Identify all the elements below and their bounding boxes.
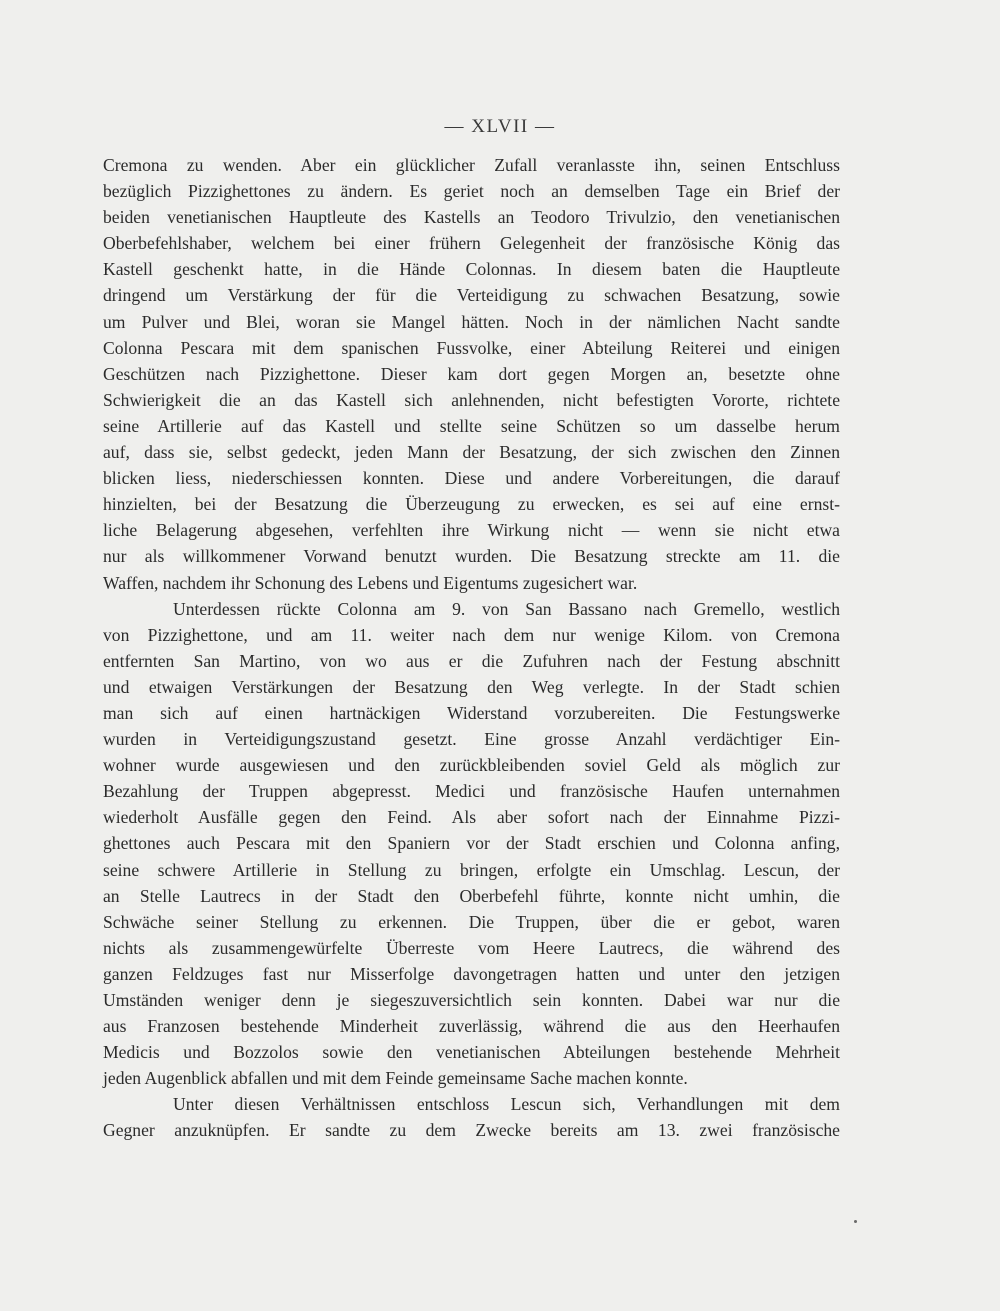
text-line: Geschützen nach Pizzighettone. Dieser kam dort gegen Morgen an, besetzte ohne: [103, 363, 840, 384]
page-header-number: — XLVII —: [444, 116, 556, 137]
text-line: Umständen weniger denn je siegeszuversichtlich sein konnten. Dabei war nur die: [103, 990, 840, 1010]
text-line: Schwäche seiner Stellung zu erkennen. Die Truppen, über die er gebot, waren: [103, 911, 840, 932]
text-line: aus Franzosen bestehende Minderheit zuverlässig, während die aus den Heerhaufen: [103, 1016, 840, 1037]
text-line: Schwierigkeit die an das Kastell sich anlehnenden, nicht befestigten Vororte, richtete: [103, 389, 840, 410]
text-line: Waffen, nachdem ihr Schonung des Lebens und Eigentums zugesichert war.: [103, 572, 638, 593]
text-line: ghettones auch Pescara mit den Spaniern vor der Stadt erschien und Colonna anfing,: [103, 833, 840, 854]
body-text: [103, 152, 840, 1144]
text-line: seine schwere Artillerie in Stellung zu bringen, erfolgte ein Umschlag. Lescun, der: [103, 859, 840, 880]
text-line: Oberbefehlshaber, welchem bei einer frühern Gelegenheit der französische König das: [103, 233, 840, 254]
text-line: man sich auf einen hartnäckigen Widerstand vorzubereiten. Die Festungswerke: [103, 702, 840, 723]
text-line: Medicis und Bozzolos sowie den venetianischen Abteilungen bestehende Mehrheit: [103, 1042, 840, 1063]
text-line: hinzielten, bei der Besatzung die Überzeugung zu erwecken, es sei auf eine ernst-: [103, 494, 840, 515]
text-line: beiden venetianischen Hauptleute des Kastells an Teodoro Trivulzio, den venetianischen: [103, 207, 840, 228]
text-line: wohner wurde ausgewiesen und den zurückbleibenden soviel Geld als möglich zur: [103, 755, 840, 776]
text-line: nur als willkommener Vorwand benutzt wurden. Die Besatzung streckte am 11. die: [103, 546, 840, 567]
text-line: Unterdessen rückte Colonna am 9. von San Bassano nach Gremello, westlich: [173, 598, 840, 619]
text-line: jeden Augenblick abfallen und mit dem Feinde gemeinsame Sache machen konnte.: [103, 1068, 688, 1089]
text-line: wurden in Verteidigungszustand gesetzt. Eine grosse Anzahl verdächtiger Ein-: [103, 729, 840, 750]
text-line: auf, dass sie, selbst gedeckt, jeden Mann der Besatzung, der sich zwischen den Zinnen: [103, 442, 840, 463]
text-line: entfernten San Martino, von wo aus er die Zufuhren nach der Festung abschnitt: [103, 650, 840, 671]
text-line: wiederholt Ausfälle gegen den Feind. Als aber sofort nach der Einnahme Pizzi-: [103, 807, 840, 828]
text-line: seine Artillerie auf das Kastell und stellte seine Schützen so um dasselbe herum: [103, 415, 840, 436]
text-line: dringend um Verstärkung der für die Verteidigung zu schwachen Besatzung, sowie: [103, 285, 840, 306]
text-line: Kastell geschenkt hatte, in die Hände Colonnas. In diesem baten die Hauptleute: [103, 259, 840, 280]
text-line: Cremona zu wenden. Aber ein glücklicher Zufall veranlasste ihn, seinen Entschluss: [103, 155, 840, 175]
text-line: und etwaigen Verstärkungen der Besatzung den Weg verlegte. In der Stadt schien: [103, 676, 840, 697]
text-line: Bezahlung der Truppen abgepresst. Medici und französische Haufen unternahmen: [103, 781, 840, 802]
text-line: bezüglich Pizzighettones zu ändern. Es geriet noch an demselben Tage ein Brief der: [103, 181, 840, 202]
text-line: Colonna Pescara mit dem spanischen Fussvolke, einer Abteilung Reiterei und einigen: [103, 337, 840, 358]
text-line: nichts als zusammengewürfelte Überreste vom Heere Lautrecs, die während des: [103, 937, 840, 958]
paper-speck: [854, 1220, 857, 1223]
text-line: ganzen Feldzuges fast nur Misserfolge davongetragen hatten und unter den jetzigen: [103, 963, 840, 984]
text-line: von Pizzighettone, und am 11. weiter nach dem nur wenige Kilom. von Cremona: [103, 624, 840, 645]
text-line: Gegner anzuknüpfen. Er sandte zu dem Zwecke bereits am 13. zwei französische: [103, 1120, 840, 1141]
text-line: Unter diesen Verhältnissen entschloss Lescun sich, Verhandlungen mit dem: [173, 1094, 840, 1115]
text-line: liche Belagerung abgesehen, verfehlten ihre Wirkung nicht — wenn sie nicht etwa: [103, 520, 840, 541]
text-line: blicken liess, niederschiessen konnten. Diese und andere Vorbereitungen, die darauf: [103, 468, 840, 489]
text-line: um Pulver und Blei, woran sie Mangel hätten. Noch in der nämlichen Nacht sandte: [103, 311, 840, 332]
text-line: an Stelle Lautrecs in der Stadt den Oberbefehl führte, konnte nicht umhin, die: [103, 885, 840, 906]
